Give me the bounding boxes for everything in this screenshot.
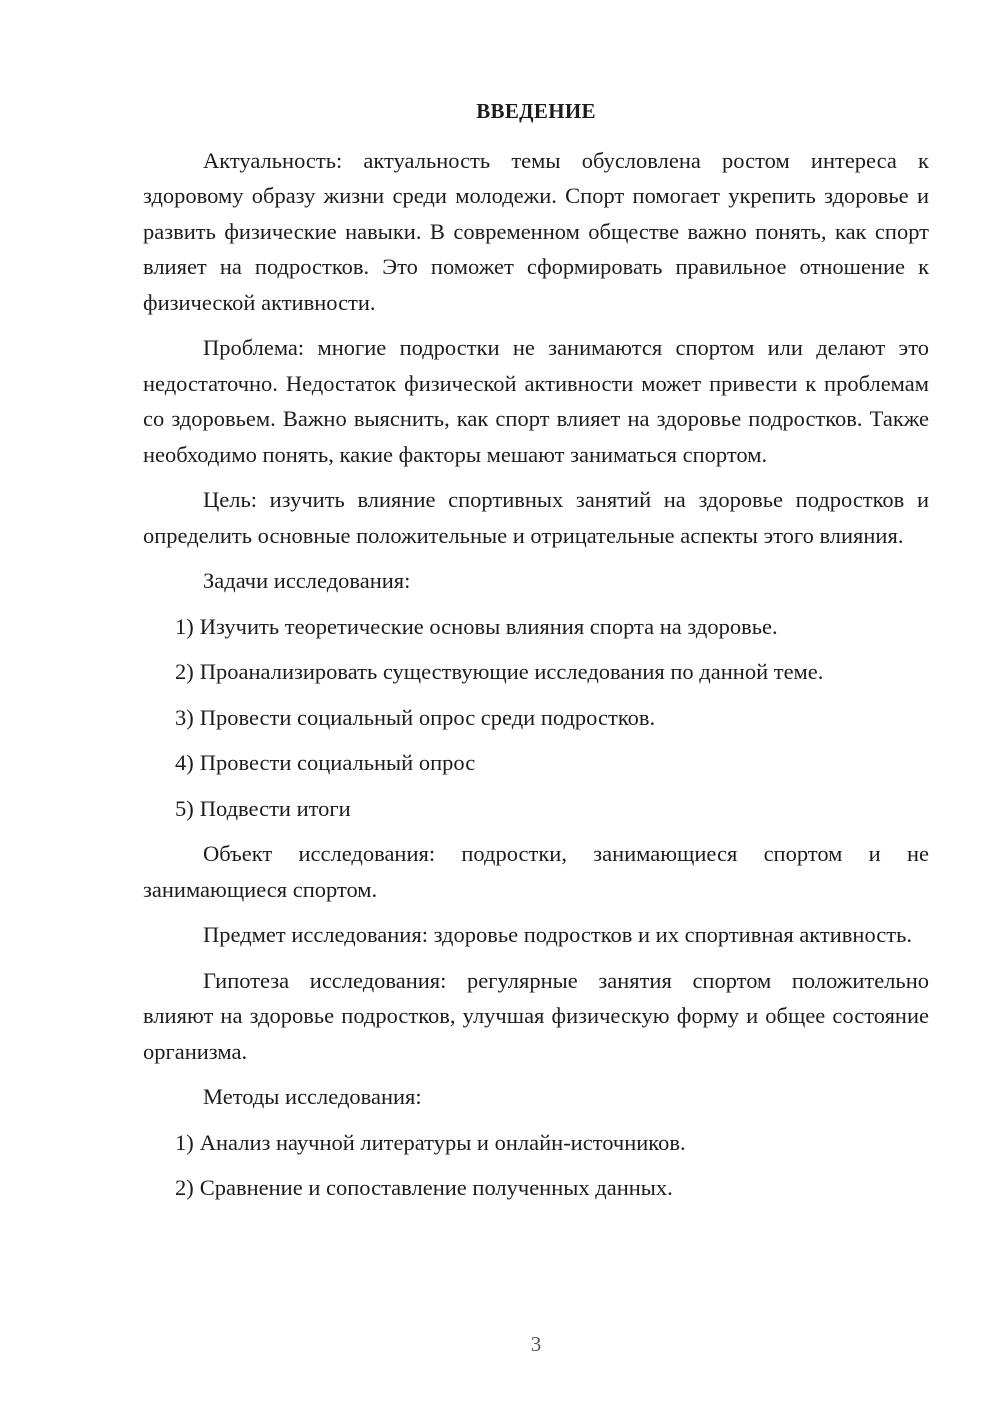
goal-paragraph: Цель: изучить влияние спортивных занятий на здоровье подростков и определить основные положительные и отрицательные аспекты этого влияния. [143,487,929,548]
methods-heading: Методы исследования: [203,1084,422,1109]
list-item-text: Изучить теоретические основы влияния спорта на здоровье. [199,613,778,639]
list-item [143,654,929,690]
object-paragraph: Объект исследования: подростки, занимающиеся спортом и не занимающиеся спортом. [143,841,929,902]
list-item-text: Сравнение и сопоставление полученных данных. [199,1175,673,1200]
list-item-number: 3) [175,704,194,730]
list-item [143,791,929,827]
list-item-number: 2) [175,1175,194,1200]
subject-paragraph: Предмет исследования: здоровье подростков и их спортивная активность. [203,922,912,947]
list-item-text: Провести социальный опрос [199,750,476,775]
page-title: ВВЕДЕНИЕ [476,99,596,123]
list-item-number: 1) [175,1129,194,1155]
page-number: 3 [530,1332,542,1356]
list-item [143,700,929,736]
list-item [143,1170,929,1206]
list-item [143,609,929,645]
hypothesis-paragraph: Гипотеза исследования: регулярные занятия спортом положительно влияют на здоровье подростков, улучшая физическую форму и общее состояние организма. [143,967,929,1064]
list-item-text: Подвести итоги [199,795,351,821]
list-item-number: 1) [175,613,194,639]
list-item-number: 2) [175,659,194,684]
list-item-text: Проанализировать существующие исследования по данной теме. [199,659,824,684]
tasks-heading: Задачи исследования: [203,568,411,593]
methods-list [143,1125,929,1206]
list-item-number: 5) [175,795,194,821]
problem-paragraph: Проблема: многие подростки не занимаются спортом или делают это недостаточно. Недостаток физической активности может привести к проблемам со здоровьем. Важно выяснить, как спорт влияет на здоровье подростков. Также необходимо понять, какие факторы мешают заниматься спортом. [143,335,929,467]
tasks-list [143,609,929,827]
list-item [143,745,929,781]
relevance-paragraph: Актуальность: актуальность темы обусловлена ростом интереса к здоровому образу жизни среди молодежи. Спорт помогает укрепить здоровье и развить физические навыки. В современном обществе важно понять, как спорт влияет на подростков. Это поможет сформировать правильное отношение к физической активности. [143,147,929,315]
list-item [143,1125,929,1161]
document-page [143,94,929,1216]
list-item-text: Провести социальный опрос среди подростков. [199,704,656,730]
list-item-text: Анализ научной литературы и онлайн-источников. [199,1129,686,1155]
list-item-number: 4) [175,750,194,775]
